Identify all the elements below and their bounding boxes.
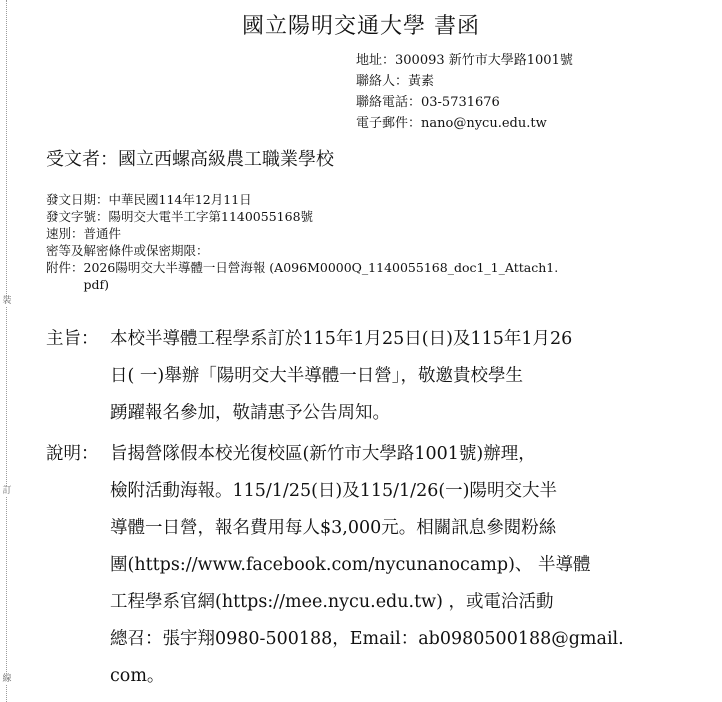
attachment-link-cont[interactable]: pdf) (83, 277, 110, 292)
attachment-label: 附件： (46, 260, 84, 275)
description-line: 團(https://www.facebook.com/nycunanocamp)、 半導體 (110, 555, 591, 575)
document-meta (46, 191, 676, 293)
subject-line: 踴躍報名參加，敬請惠予公告周知。 (110, 403, 390, 423)
doc-number: 發文字號：陽明交大電半工字第1140055168號 (46, 209, 314, 224)
description-line: 總召：張宇翔0980-500188，Email：ab0980500188@gmail. (110, 629, 624, 649)
security-level: 密等及解密條件或保密期限： (46, 243, 209, 258)
description-line: com。 (110, 666, 165, 686)
contact-phone: 聯絡電話：03-5731676 (356, 95, 500, 110)
issue-date: 發文日期：中華民國114年12月11日 (46, 192, 252, 207)
binding-mark-zhuang: 裝 (2, 296, 12, 306)
document-title: 國立陽明交通大學 書函 (242, 14, 480, 39)
attachment-link[interactable]: 2026陽明交大半導體一日營海報 (A096M0000Q_1140055168_doc1_1_Attach1. (83, 260, 559, 275)
subject-label: 主旨： (46, 329, 99, 349)
contact-email: 電子郵件：nano@nycu.edu.tw (356, 116, 547, 131)
description-label: 說明： (46, 444, 99, 464)
subject-line: 日( 一)舉辦「陽明交大半導體一日營」，敬邀貴校學生 (110, 366, 523, 386)
description-line: 工程學系官網(https://mee.nycu.edu.tw) ，或電洽活動 (110, 592, 554, 612)
subject-line: 本校半導體工程學系訂於115年1月25日(日)及115年1月26 (110, 329, 573, 349)
attachment (46, 259, 676, 293)
binding-mark-xian: 線 (2, 674, 12, 684)
description-line: 檢附活動海報。115/1/25(日)及115/1/26(一)陽明交大半 (110, 481, 558, 501)
description-line: 導體一日營，報名費用每人$3,000元。相關訊息參閱粉絲 (110, 518, 557, 538)
recipient: 受文者：國立西螺高級農工職業學校 (46, 149, 334, 170)
description-line: 旨揭營隊假本校光復校區(新竹市大學路1001號)辦理， (110, 444, 536, 464)
contact-person: 聯絡人：黃素 (356, 74, 435, 89)
delivery-speed: 速別：普通件 (46, 226, 122, 241)
contact-block (356, 50, 573, 134)
subject-section (46, 321, 656, 432)
binding-line (6, 0, 8, 702)
binding-mark-ding: 訂 (2, 486, 12, 496)
description-section (46, 436, 656, 695)
contact-address: 地址：300093 新竹市大學路1001號 (356, 53, 573, 68)
